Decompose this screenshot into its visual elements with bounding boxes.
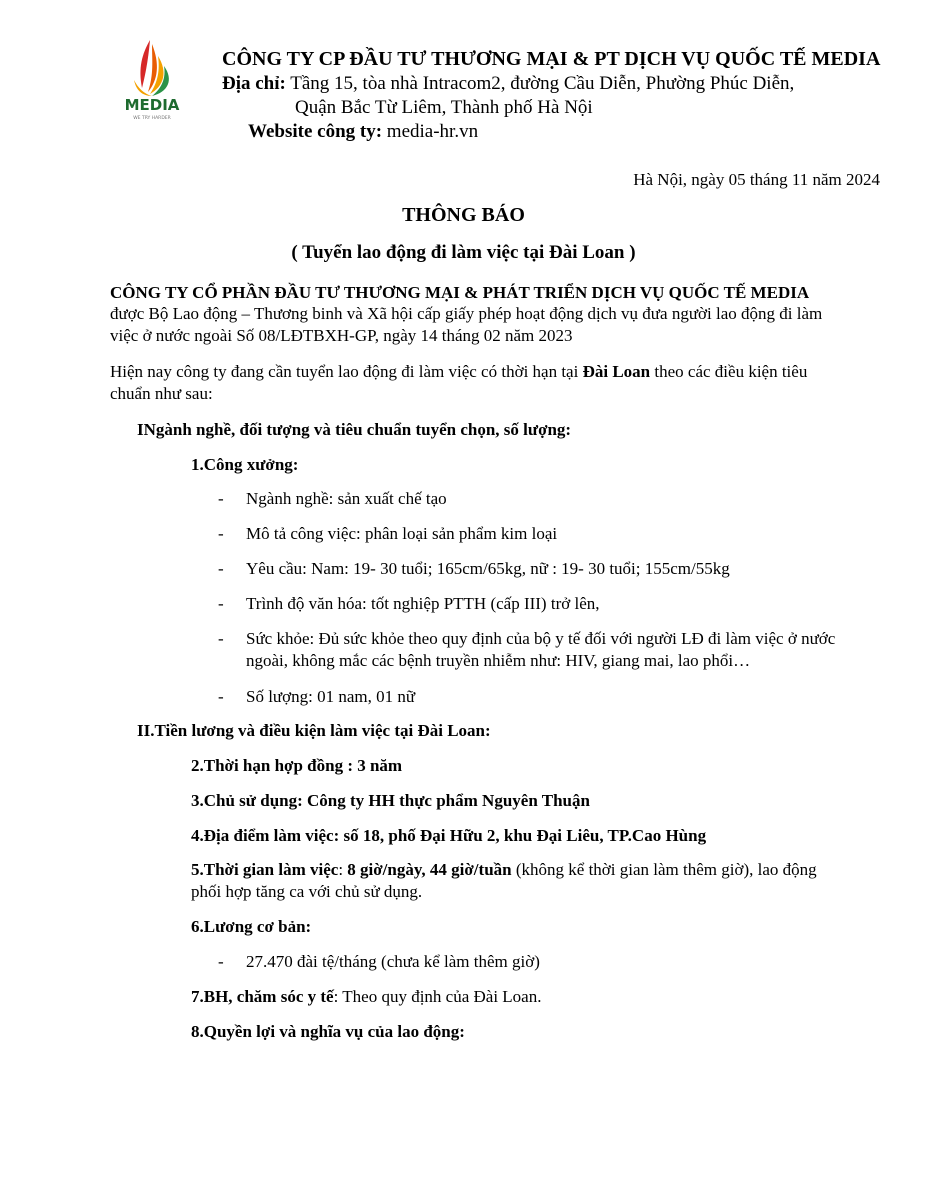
- salary-heading: 6.Lương cơ bản:: [191, 917, 312, 936]
- logo-tagline: WE TRY HARDER: [133, 116, 171, 121]
- address-value-1: Tầng 15, tòa nhà Intracom2, đường Cầu Diễn, Phường Phúc Diễn,: [285, 73, 795, 94]
- salary-item: 27.470 đài tệ/tháng (chưa kể làm thêm giờ): [246, 952, 540, 971]
- bullet-marker: -: [218, 559, 224, 578]
- working-hours-line-2: phối hợp tăng ca với chủ sử dụng.: [191, 882, 423, 901]
- working-hours-colon: :: [338, 860, 348, 879]
- company-header-name: CÔNG TY CP ĐẦU TƯ THƯƠNG MẠI & PT DỊCH VỤ QUỐC TẾ MEDIA: [222, 48, 881, 70]
- list-item-continued: ngoài, không mắc các bệnh truyền nhiễm như: HIV, giang mai, lao phổi…: [246, 651, 751, 670]
- list-item: Số lượng: 01 nam, 01 nữ: [246, 687, 416, 706]
- address-label: Địa chỉ:: [222, 73, 286, 94]
- bullet-marker: -: [218, 687, 224, 706]
- bullet-marker: -: [218, 952, 224, 971]
- address-line-1: [222, 73, 794, 95]
- document-title: THÔNG BÁO: [402, 204, 525, 226]
- list-item: Sức khỏe: Đủ sức khỏe theo quy định của bộ y tế đối với người LĐ đi làm việc ở nước: [246, 629, 836, 648]
- work-location: 4.Địa điểm làm việc: số 18, phố Đại Hữu 2, khu Đại Liêu, TP.Cao Hùng: [191, 826, 707, 845]
- address-line-2: Quận Bắc Từ Liêm, Thành phố Hà Nội: [295, 97, 593, 118]
- contract-term: 2.Thời hạn hợp đồng : 3 năm: [191, 756, 403, 775]
- insurance-value: : Theo quy định của Đài Loan.: [333, 987, 542, 1006]
- website-label: Website công ty:: [248, 121, 383, 142]
- employer: 3.Chủ sử dụng: Công ty HH thực phẩm Nguyên Thuận: [191, 791, 590, 810]
- working-hours-line-1: [191, 859, 817, 881]
- intro-need-pre: Hiện nay công ty đang cần tuyển lao động đi làm việc có thời hạn tại: [110, 362, 583, 381]
- working-hours-rest: (không kể thời gian làm thêm giờ), lao động: [511, 860, 817, 879]
- intro-company-full: CÔNG TY CỔ PHẦN ĐẦU TƯ THƯƠNG MẠI & PHÁT TRIỂN DỊCH VỤ QUỐC TẾ MEDIA: [110, 283, 810, 302]
- media-logo-icon: [112, 36, 192, 124]
- section-1-sub-heading: 1.Công xưởng:: [191, 455, 299, 474]
- bullet-marker: -: [218, 594, 224, 613]
- bullet-marker: -: [218, 524, 224, 543]
- list-item: Yêu cầu: Nam: 19- 30 tuổi; 165cm/65kg, nữ : 19- 30 tuổi; 155cm/55kg: [246, 559, 730, 578]
- list-item: Trình độ văn hóa: tốt nghiệp PTTH (cấp III) trở lên,: [246, 594, 600, 613]
- working-hours-label: 5.Thời gian làm việc: [191, 860, 339, 879]
- intro-need-line-2: chuẩn như sau:: [110, 384, 213, 403]
- list-item: Ngành nghề: sản xuất chế tạo: [246, 489, 447, 508]
- document-subtitle: ( Tuyển lao động đi làm việc tại Đài Loan ): [291, 242, 636, 263]
- bullet-marker: -: [218, 489, 224, 508]
- website-value: media-hr.vn: [382, 121, 479, 142]
- list-item: Mô tả công việc: phân loại sản phẩm kim loại: [246, 524, 558, 543]
- intro-need-post: theo các điều kiện tiêu: [650, 362, 808, 381]
- insurance-line: [191, 986, 541, 1008]
- rights-heading: 8.Quyền lợi và nghĩa vụ của lao động:: [191, 1022, 465, 1041]
- section-1-heading: INgành nghề, đối tượng và tiêu chuẩn tuyển chọn, số lượng:: [137, 420, 572, 439]
- website-line: [248, 121, 478, 143]
- intro-license-line-1: được Bộ Lao động – Thương binh và Xã hội cấp giấy phép hoạt động dịch vụ đưa người lao động đi làm: [110, 304, 823, 323]
- intro-need-line-1: [110, 361, 807, 383]
- section-2-heading: II.Tiền lương và điều kiện làm việc tại Đài Loan:: [137, 721, 491, 740]
- bullet-marker: -: [218, 629, 224, 648]
- date-line: Hà Nội, ngày 05 tháng 11 năm 2024: [633, 170, 880, 189]
- intro-need-country: Đài Loan: [582, 362, 651, 381]
- company-logo: [112, 36, 192, 124]
- logo-wordmark: MEDIA: [124, 96, 180, 114]
- working-hours-value: 8 giờ/ngày, 44 giờ/tuần: [347, 860, 512, 879]
- intro-license-line-2: việc ở nước ngoài Số 08/LĐTBXH-GP, ngày 14 tháng 02 năm 2023: [110, 326, 573, 345]
- insurance-label: 7.BH, chăm sóc y tế: [191, 987, 334, 1006]
